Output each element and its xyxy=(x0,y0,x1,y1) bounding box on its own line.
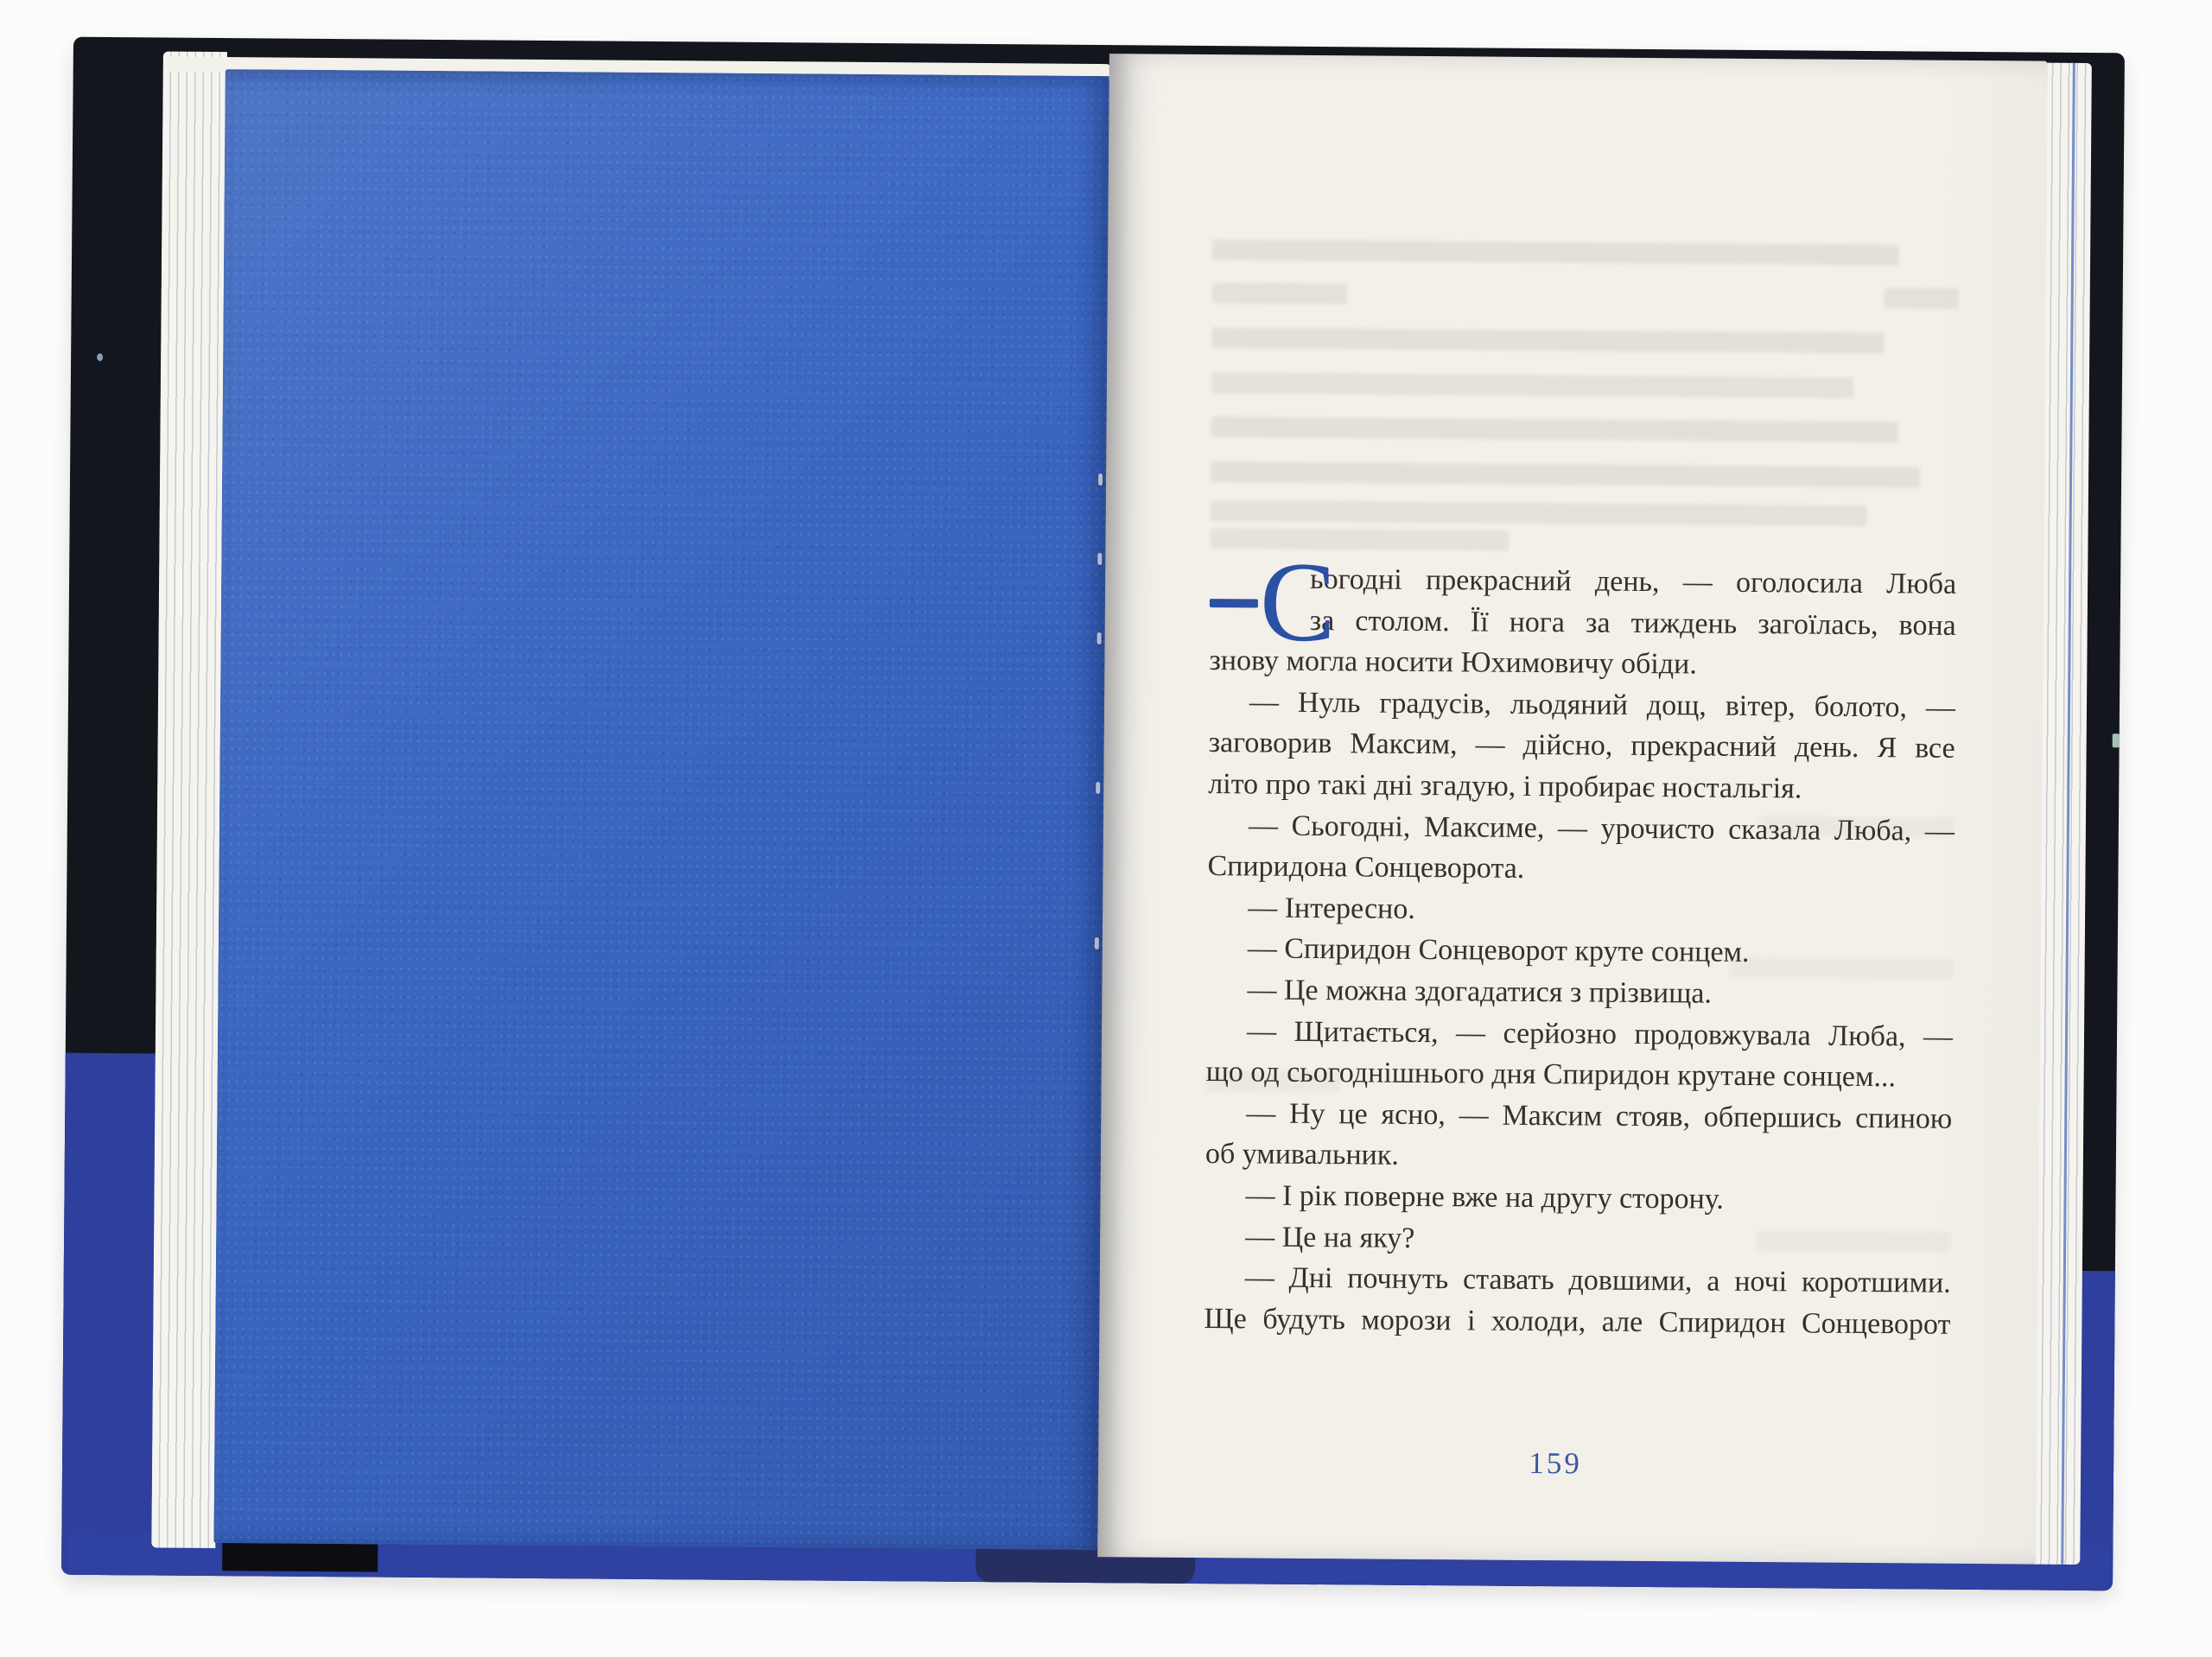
text-line: — Щитається, — серйозно продовжувала Люба, — xyxy=(1246,1014,1954,1053)
text-line: Ще будуть морози і холоди, але Спиридон Сонцеворот xyxy=(1204,1302,1951,1341)
text-line: — Це можна здогадатися з прізвища. xyxy=(1247,974,1713,1010)
text-line: заговорив Максим, — дійсно, прекрасний день. Я все xyxy=(1208,727,1955,765)
bleedthrough-text-row xyxy=(1211,500,1867,526)
text-line: Спиридона Сонцеворота. xyxy=(1207,850,1525,886)
text-line: — Інтересно. xyxy=(1248,892,1415,925)
text-line: — Спиридон Сонцеворот круте сонцем. xyxy=(1247,932,1750,969)
text-line: — Це на яку? xyxy=(1245,1220,1415,1254)
stitch-thread xyxy=(1097,632,1102,644)
text-line: — І рік поверне вже на другу сторону. xyxy=(1245,1179,1724,1216)
text-line: — Нуль градусів, льодяний дощ, вітер, болото, — xyxy=(1249,686,1956,724)
text-line: — Дні почнуть ставать довшими, а ночі коротшими. xyxy=(1244,1261,1951,1299)
text-line: — Сьогодні, Максиме, — урочисто сказала Люба, — xyxy=(1248,809,1955,848)
stitch-thread xyxy=(1095,937,1099,949)
stitch-thread xyxy=(1098,473,1103,486)
text-block xyxy=(1204,537,1957,1345)
bleedthrough-text-row xyxy=(1885,288,1959,309)
bleedthrough-text-row xyxy=(1212,283,1347,304)
text-line: літо про такі дні згадую, і пробирає ностальгія. xyxy=(1208,768,1802,805)
bleedthrough-text-row xyxy=(1212,239,1899,265)
text-line: — Ну це ясно, — Максим стояв, обпершись спиною xyxy=(1246,1097,1953,1135)
page-number: 159 xyxy=(1529,1445,1583,1481)
bleedthrough-text-row xyxy=(1211,372,1853,398)
text-line: знову могла носити Юхимовичу обіди. xyxy=(1209,644,1697,681)
cover-speck-left xyxy=(97,353,103,361)
bleedthrough-text-row xyxy=(1211,416,1897,442)
right-page xyxy=(1097,54,2048,1564)
cover-speck-right xyxy=(2113,733,2120,747)
left-page-endpaper xyxy=(213,69,1109,1550)
drop-cap: С xyxy=(1259,537,1337,666)
bleedthrough-text-row xyxy=(1211,461,1920,487)
bleedthrough-text-row xyxy=(1210,528,1509,551)
stitch-thread xyxy=(1097,553,1102,565)
bleedthrough-text-row xyxy=(1211,327,1884,353)
open-book xyxy=(61,37,2125,1591)
text-line: об умивальник. xyxy=(1205,1138,1400,1172)
dialogue-dash xyxy=(1210,599,1258,607)
text-line: ьогодні прекрасний день, — оголосила Люба xyxy=(1309,562,1957,600)
text-line: за столом. Її нога за тиждень загоїлась, вона xyxy=(1309,604,1956,642)
text-line: що од сьогоднішнього дня Спиридон крутане сонцем... xyxy=(1205,1056,1897,1094)
stitch-thread xyxy=(1096,782,1100,794)
